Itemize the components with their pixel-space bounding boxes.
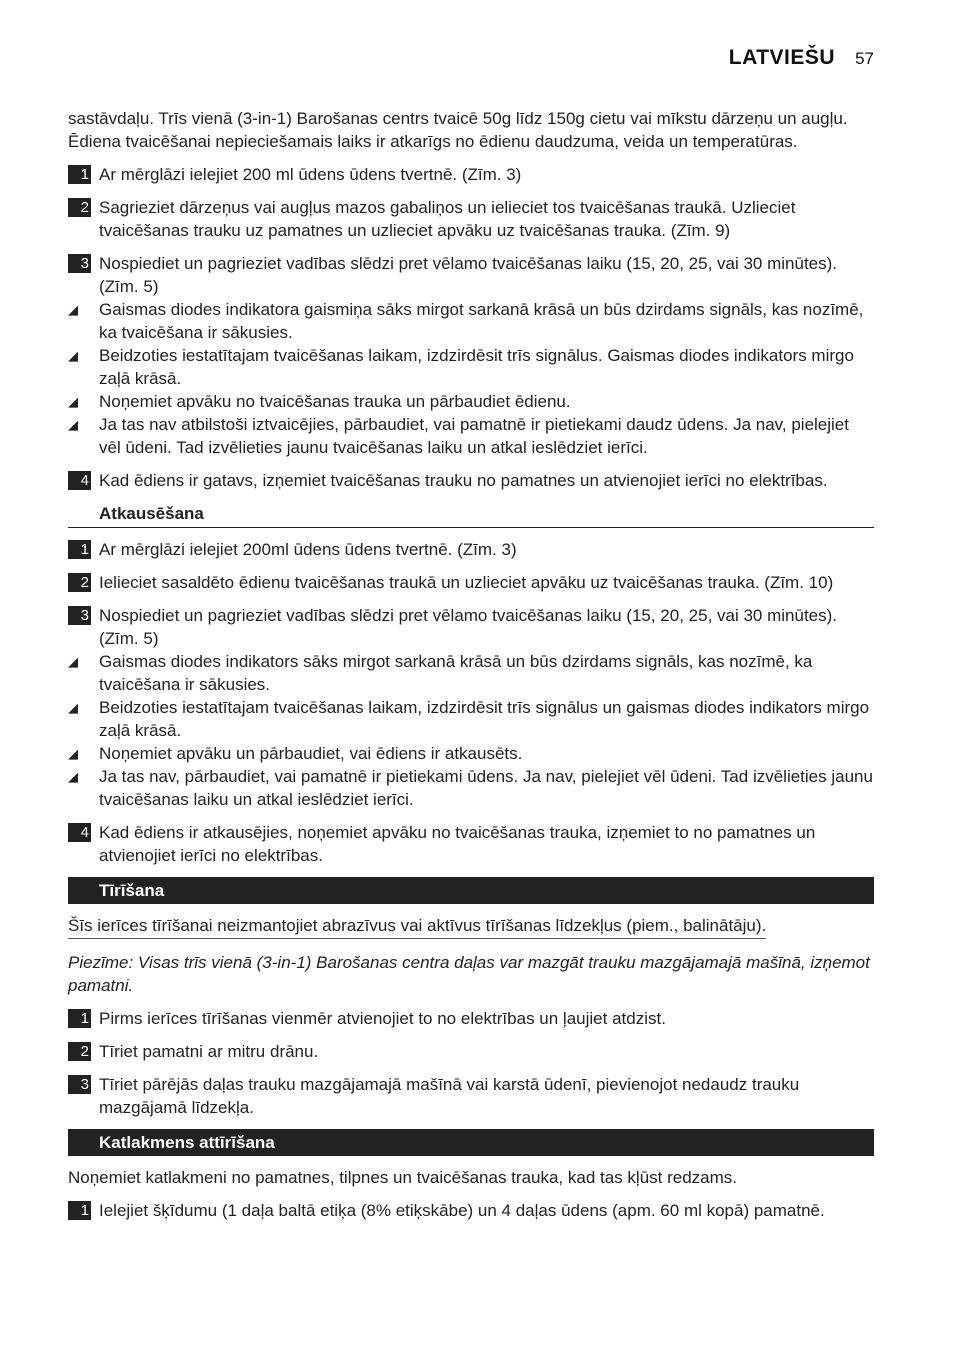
cleaning-warning: Šīs ierīces tīrīšanai neizmantojiet abrazīvus vai aktīvus tīrīšanas līdzekļus (piem., balinātāju). [68,914,766,939]
page-content [68,107,874,1232]
triangle-bullet-icon: ◢ [68,700,78,715]
cleaning-note: Piezīme: Visas trīs vienā (3-in-1) Barošanas centra daļas var mazgāt trauku mazgājamajā mašīnā, izņemot pamatni. [68,953,870,995]
step-item [68,196,874,242]
descaling-intro: Noņemiet katlakmeni no pamatnes, tilpnes un tvaicēšanas trauka, kad tas kļūst redzams. [68,1168,738,1187]
step-text: Tīriet pārējās daļas trauku mazgājamajā mašīnā vai karstā ūdenī, pievienojot nedaudz trauku mazgājamā līdzekļa. [99,1075,800,1117]
triangle-bullet-icon: ◢ [68,746,78,761]
language-label: LATVIEŠU [728,46,836,69]
step-number: 2 [68,1042,91,1061]
step-item [68,571,874,594]
step-number: 3 [68,606,91,625]
step-text: Tīriet pamatni ar mitru drānu. [99,1042,319,1061]
step-text: Kad ēdiens ir gatavs, izņemiet tvaicēšanas trauku no pamatnes un atvienojiet ierīci no elektrības. [99,471,828,490]
step-number: 3 [68,254,91,273]
bullet-text: Noņemiet apvāku no tvaicēšanas trauka un pārbaudiet ēdienu. [99,392,571,411]
step-item [68,538,874,561]
step-item [68,469,874,492]
step-number: 2 [68,573,91,592]
descaling-heading: Katlakmens attīrīšana [68,1129,874,1156]
triangle-bullet-icon: ◢ [68,302,78,317]
bullet-text: Ja tas nav atbilstoši iztvaicējies, pārbaudiet, vai pamatnē ir pietiekami daudz ūdens. Ja nav, pielejiet vēl ūdeni. Tad izvēlieties jaunu tvaicēšanas laiku un atkal ieslēdziet ierīci. [99,415,849,457]
bullet-item [68,344,874,390]
triangle-bullet-icon: ◢ [68,417,78,432]
bullet-text: Gaismas diodes indikators sāks mirgot sarkanā krāsā un būs dzirdams signāls, kas nozīmē, ka tvaicēšana ir sākusies. [99,652,813,694]
triangle-bullet-icon: ◢ [68,654,78,669]
step-text: Ar mērglāzi ielejiet 200 ml ūdens ūdens tvertnē. (Zīm. 3) [99,165,522,184]
step-text: Ar mērglāzi ielejiet 200ml ūdens ūdens tvertnē. (Zīm. 3) [99,540,517,559]
bullet-item [68,765,874,811]
bullet-item [68,298,874,344]
bullet-item [68,650,874,696]
step-text: Pirms ierīces tīrīšanas vienmēr atvienojiet to no elektrības un ļaujiet atdzist. [99,1009,666,1028]
step-item [68,1040,874,1063]
bullet-item [68,413,874,459]
triangle-bullet-icon: ◢ [68,394,78,409]
step-item [68,821,874,867]
step-text: Sagrieziet dārzeņus vai augļus mazos gabaliņos un ielieciet tos tvaicēšanas traukā. Uzlieciet tvaicēšanas trauku uz pamatnes un uzlieciet apvāku uz tvaicēšanas trauka. (Zīm. 9) [99,198,796,240]
step-item [68,604,874,650]
step-number: 1 [68,1201,91,1220]
triangle-bullet-icon: ◢ [68,769,78,784]
cleaning-heading: Tīrīšana [68,877,874,904]
bullet-item [68,742,874,765]
step-number: 1 [68,1009,91,1028]
step-number: 3 [68,1075,91,1094]
bullet-text: Beidzoties iestatītajam tvaicēšanas laikam, izdzirdēsit trīs signālus. Gaismas diodes indikators mirgo zaļā krāsā. [99,346,854,388]
step-item [68,1073,874,1119]
step-number: 4 [68,471,91,490]
step-text: Ielieciet sasaldēto ēdienu tvaicēšanas traukā un uzlieciet apvāku uz tvaicēšanas trauka. (Zīm. 10) [99,573,834,592]
bullet-text: Ja tas nav, pārbaudiet, vai pamatnē ir pietiekami ūdens. Ja nav, pielejiet vēl ūdeni. Tad izvēlieties jaunu tvaicēšanas laiku un atkal ieslēdziet ierīci. [99,767,873,809]
step-text: Nospiediet un pagrieziet vadības slēdzi pret vēlamo tvaicēšanas laiku (15, 20, 25, vai 30 minūtes). (Zīm. 5) [99,606,838,648]
bullet-text: Beidzoties iestatītajam tvaicēšanas laikam, izdzirdēsit trīs signālus un gaismas diodes indikators mirgo zaļā krāsā. [99,698,870,740]
step-number: 2 [68,198,91,217]
step-number: 4 [68,823,91,842]
triangle-bullet-icon: ◢ [68,348,78,363]
defrost-heading: Atkausēšana [68,502,874,528]
bullet-text: Noņemiet apvāku un pārbaudiet, vai ēdiens ir atkausēts. [99,744,523,763]
step-item [68,163,874,186]
step-item [68,1199,874,1222]
bullet-item [68,390,874,413]
step-text: Ielejiet šķīdumu (1 daļa baltā etiķa (8% etiķskābe) un 4 daļas ūdens (apm. 60 ml kopā) pamatnē. [99,1201,825,1220]
step-item [68,252,874,298]
step-number: 1 [68,165,91,184]
step-item [68,1007,874,1030]
page-header [729,46,874,70]
step-text: Nospiediet un pagrieziet vadības slēdzi pret vēlamo tvaicēšanas laiku (15, 20, 25, vai 30 minūtes). (Zīm. 5) [99,254,838,296]
step-number: 1 [68,540,91,559]
step-text: Kad ēdiens ir atkausējies, noņemiet apvāku no tvaicēšanas trauka, izņemiet to no pamatnes un atvienojiet ierīci no elektrības. [99,823,816,865]
bullet-text: Gaismas diodes indikatora gaismiņa sāks mirgot sarkanā krāsā un būs dzirdams signāls, kas nozīmē, ka tvaicēšana ir sākusies. [99,300,864,342]
intro-paragraph: sastāvdaļu. Trīs vienā (3-in-1) Barošanas centrs tvaicē 50g līdz 150g cietu vai mīkstu dārzeņu un augļu. Ēdiena tvaicēšanai nepieciešamais laiks ir atkarīgs no ēdienu daudzuma, veida un temperatūras. [68,109,848,151]
page-number: 57 [855,49,874,68]
bullet-item [68,696,874,742]
